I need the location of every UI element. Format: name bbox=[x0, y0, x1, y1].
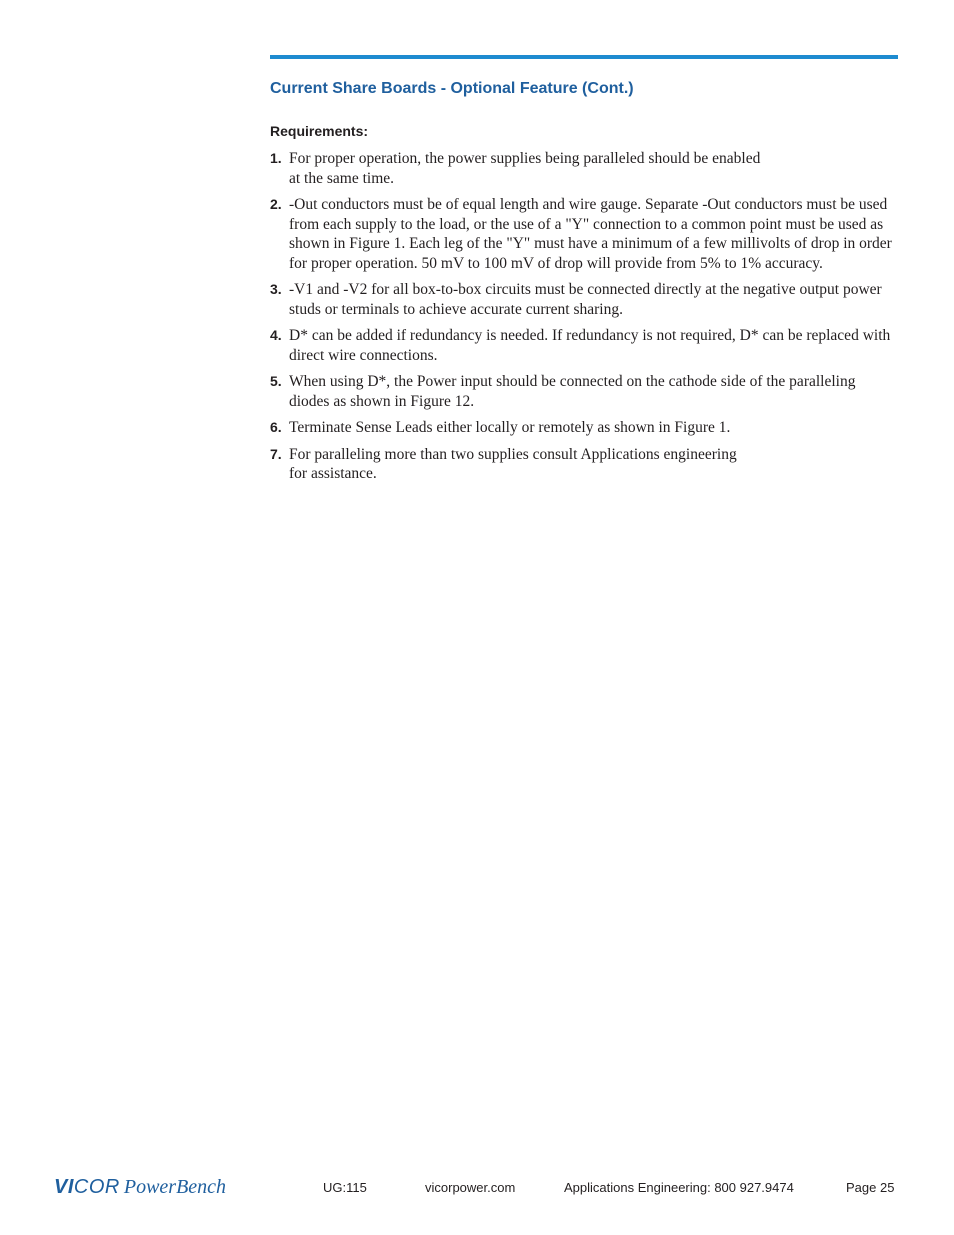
logo-cor: COR bbox=[73, 1176, 120, 1198]
item-text: D* can be added if redundancy is needed. If redundancy is not required, D* can be replaced with direct wire connections. bbox=[289, 327, 891, 364]
list-item bbox=[270, 372, 894, 411]
item-number: 5. bbox=[270, 373, 282, 389]
item-number: 2. bbox=[270, 196, 282, 212]
powerbench-wordmark: PowerBench bbox=[123, 1176, 227, 1198]
item-text-line: For paralleling more than two supplies consult Applications engineering bbox=[289, 445, 737, 463]
item-number: 4. bbox=[270, 327, 282, 343]
list-item bbox=[270, 280, 894, 319]
list-item bbox=[270, 418, 894, 438]
item-text-line: For proper operation, the power supplies being paralleled should be enabled bbox=[289, 150, 761, 167]
list-item bbox=[270, 326, 894, 365]
item-text: -Out conductors must be of equal length and wire gauge. Separate -Out conductors must be used from each supply to the load, or the use of a "Y" connection to a common point must be used as shown in Figure 1. Each leg of the "Y" must have a minimum of a few millivolts of drop in order for proper operation. 50 mV to 100 mV of drop will provide from 5% to 1% accuracy. bbox=[289, 196, 892, 272]
requirements-list bbox=[270, 149, 894, 491]
vicor-powerbench-logo bbox=[54, 1176, 226, 1199]
item-text: -V1 and -V2 for all box-to-box circuits must be connected directly at the negative output power studs or terminals to achieve accurate current sharing. bbox=[289, 281, 882, 318]
requirements-heading: Requirements: bbox=[270, 123, 369, 139]
website-link[interactable]: vicorpower.com bbox=[425, 1180, 516, 1195]
logo-vi: VI bbox=[54, 1176, 74, 1198]
list-item bbox=[270, 149, 894, 188]
item-text bbox=[289, 149, 894, 188]
list-item bbox=[270, 445, 894, 484]
item-text: Terminate Sense Leads either locally or remotely as shown in Figure 1. bbox=[289, 419, 731, 436]
item-text: When using D*, the Power input should be connected on the cathode side of the paralleling diodes as shown in Figure 12. bbox=[289, 373, 856, 410]
item-text-line: at the same time. bbox=[289, 169, 395, 187]
item-text bbox=[289, 445, 894, 484]
list-item bbox=[270, 195, 894, 273]
item-number: 7. bbox=[270, 445, 282, 462]
item-number: 3. bbox=[270, 281, 282, 297]
item-text-line: for assistance. bbox=[289, 465, 377, 482]
page-footer bbox=[0, 1170, 954, 1204]
vicor-wordmark bbox=[54, 1176, 120, 1198]
page-number: Page 25 bbox=[846, 1180, 895, 1195]
header-rule bbox=[270, 55, 898, 59]
section-title: Current Share Boards - Optional Feature (Cont.) bbox=[270, 80, 634, 97]
item-number: 6. bbox=[270, 419, 282, 435]
contact-info: Applications Engineering: 800 927.9474 bbox=[564, 1180, 794, 1195]
item-number: 1. bbox=[270, 150, 282, 166]
doc-id: UG:115 bbox=[323, 1180, 367, 1195]
